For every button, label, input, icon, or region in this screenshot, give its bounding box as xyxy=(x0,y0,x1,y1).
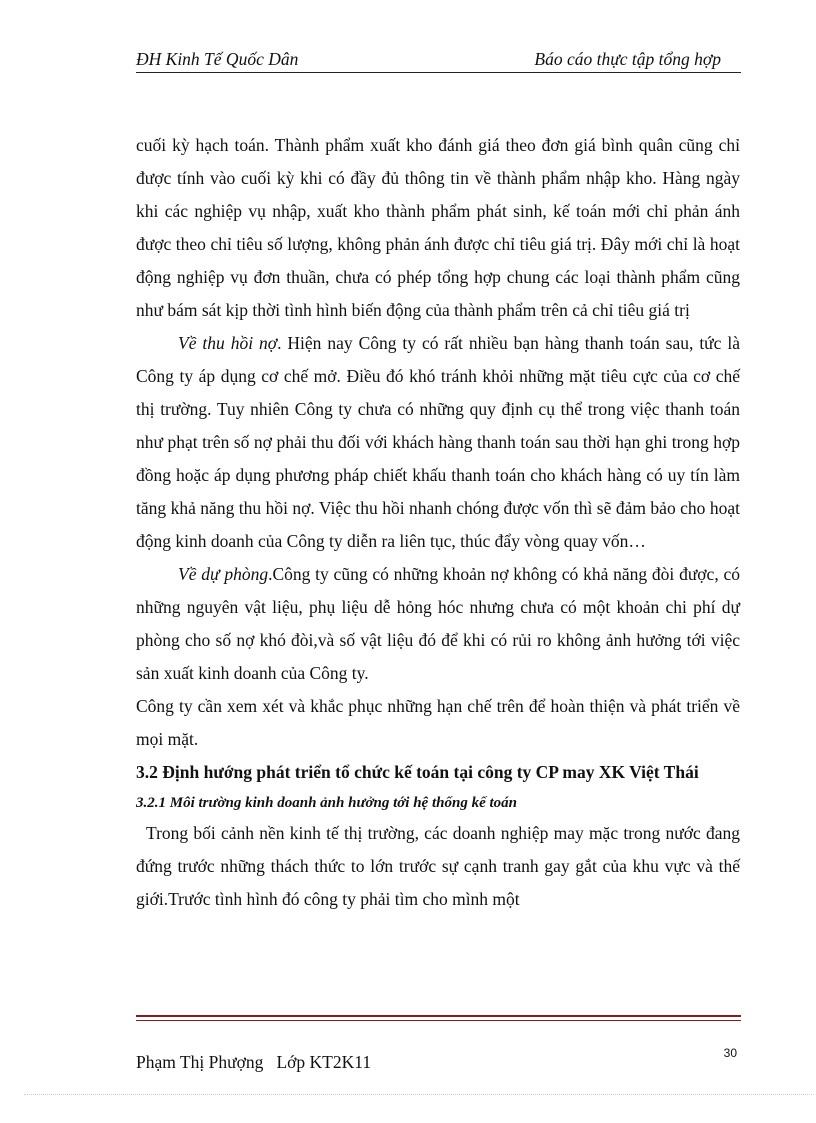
paragraph-provisions xyxy=(136,558,740,690)
page-body xyxy=(136,129,740,916)
footer-rule-thick xyxy=(136,1015,741,1017)
page-edge-divider xyxy=(24,1094,814,1095)
paragraph-debt-collection-text: . Hiện nay Công ty có rất nhiều bạn hàng thanh toán sau, tức là Công ty áp dụng cơ chế mở. Điều đó khó tránh khỏi những mặt tiêu cực của cơ chế thị trường. Tuy nhiên Công ty chưa có những quy định cụ thể trong việc thanh toán như phạt trên số nợ phải thu đối với khách hàng thanh toán sau thời hạn ghi trong hợp đồng hoặc áp dụng phương pháp chiết khấu thanh toán cho khách hàng có uy tín làm tăng khả năng thu hồi nợ. Việc thu hồi nhanh chóng được vốn thì sẽ đảm bảo cho hoạt động kinh doanh của Công ty diễn ra liên tục, thúc đẩy vòng quay vốn… xyxy=(136,333,740,551)
page-footer xyxy=(136,1046,741,1073)
subsection-heading-3-2-1: 3.2.1 Môi trường kinh doanh ảnh hưởng tới hệ thống kế toán xyxy=(136,795,517,811)
paragraph-finished-goods: cuối kỳ hạch toán. Thành phẩm xuất kho đánh giá theo đơn giá bình quân cũng chỉ được tính vào cuối kỳ khi có đầy đủ thông tin về thành phẩm nhập kho. Hàng ngày khi các nghiệp vụ nhập, xuất kho thành phẩm phát sinh, kế toán mới chỉ phản ánh được theo chỉ tiêu số lượng, không phản ánh được chỉ tiêu giá trị. Đây mới chỉ là hoạt động nghiệp vụ đơn thuần, chưa có phép tổng hợp chung các loại thành phẩm cũng như bám sát kịp thời tình hình biến động của thành phẩm trên cả chỉ tiêu giá trị xyxy=(136,135,740,320)
footer-rule-thin xyxy=(136,1020,741,1021)
header-university: ĐH Kinh Tế Quốc Dân xyxy=(136,49,299,69)
header-report-title: Báo cáo thực tập tổng hợp xyxy=(534,49,721,69)
paragraph-debt-collection-lead: Về thu hồi nợ xyxy=(178,333,278,353)
paragraph-business-environment: Trong bối cảnh nền kinh tế thị trường, các doanh nghiệp may mặc trong nước đang đứng trước những thách thức to lớn trước sự cạnh tranh gay gắt của khu vực và thế giới.Trước tình hình đó công ty phải tìm cho mình một xyxy=(136,823,740,909)
paragraph-provisions-text: .Công ty cũng có những khoản nợ không có khả năng đòi được, có những nguyên vật liệu, phụ liệu dễ hỏng hóc nhưng chưa có một khoản chi phí dự phòng cho số nợ khó đòi,và số vật liệu đó để khi có rủi ro không ảnh hưởng tới việc sản xuất kinh doanh của Công ty. xyxy=(136,564,740,683)
paragraph-debt-collection xyxy=(136,327,740,558)
footer-author-class: Phạm Thị Phượng Lớp KT2K11 xyxy=(136,1052,372,1072)
paragraph-conclusion: Công ty cần xem xét và khắc phục những hạn chế trên để hoàn thiện và phát triển về mọi mặt. xyxy=(136,696,740,749)
page-header xyxy=(136,46,741,73)
paragraph-provisions-lead: Về dự phòng xyxy=(178,564,269,584)
page-number: 30 xyxy=(723,1046,737,1060)
section-heading-3-2: 3.2 Định hướng phát triển tổ chức kế toán tại công ty CP may XK Việt Thái xyxy=(136,762,699,782)
